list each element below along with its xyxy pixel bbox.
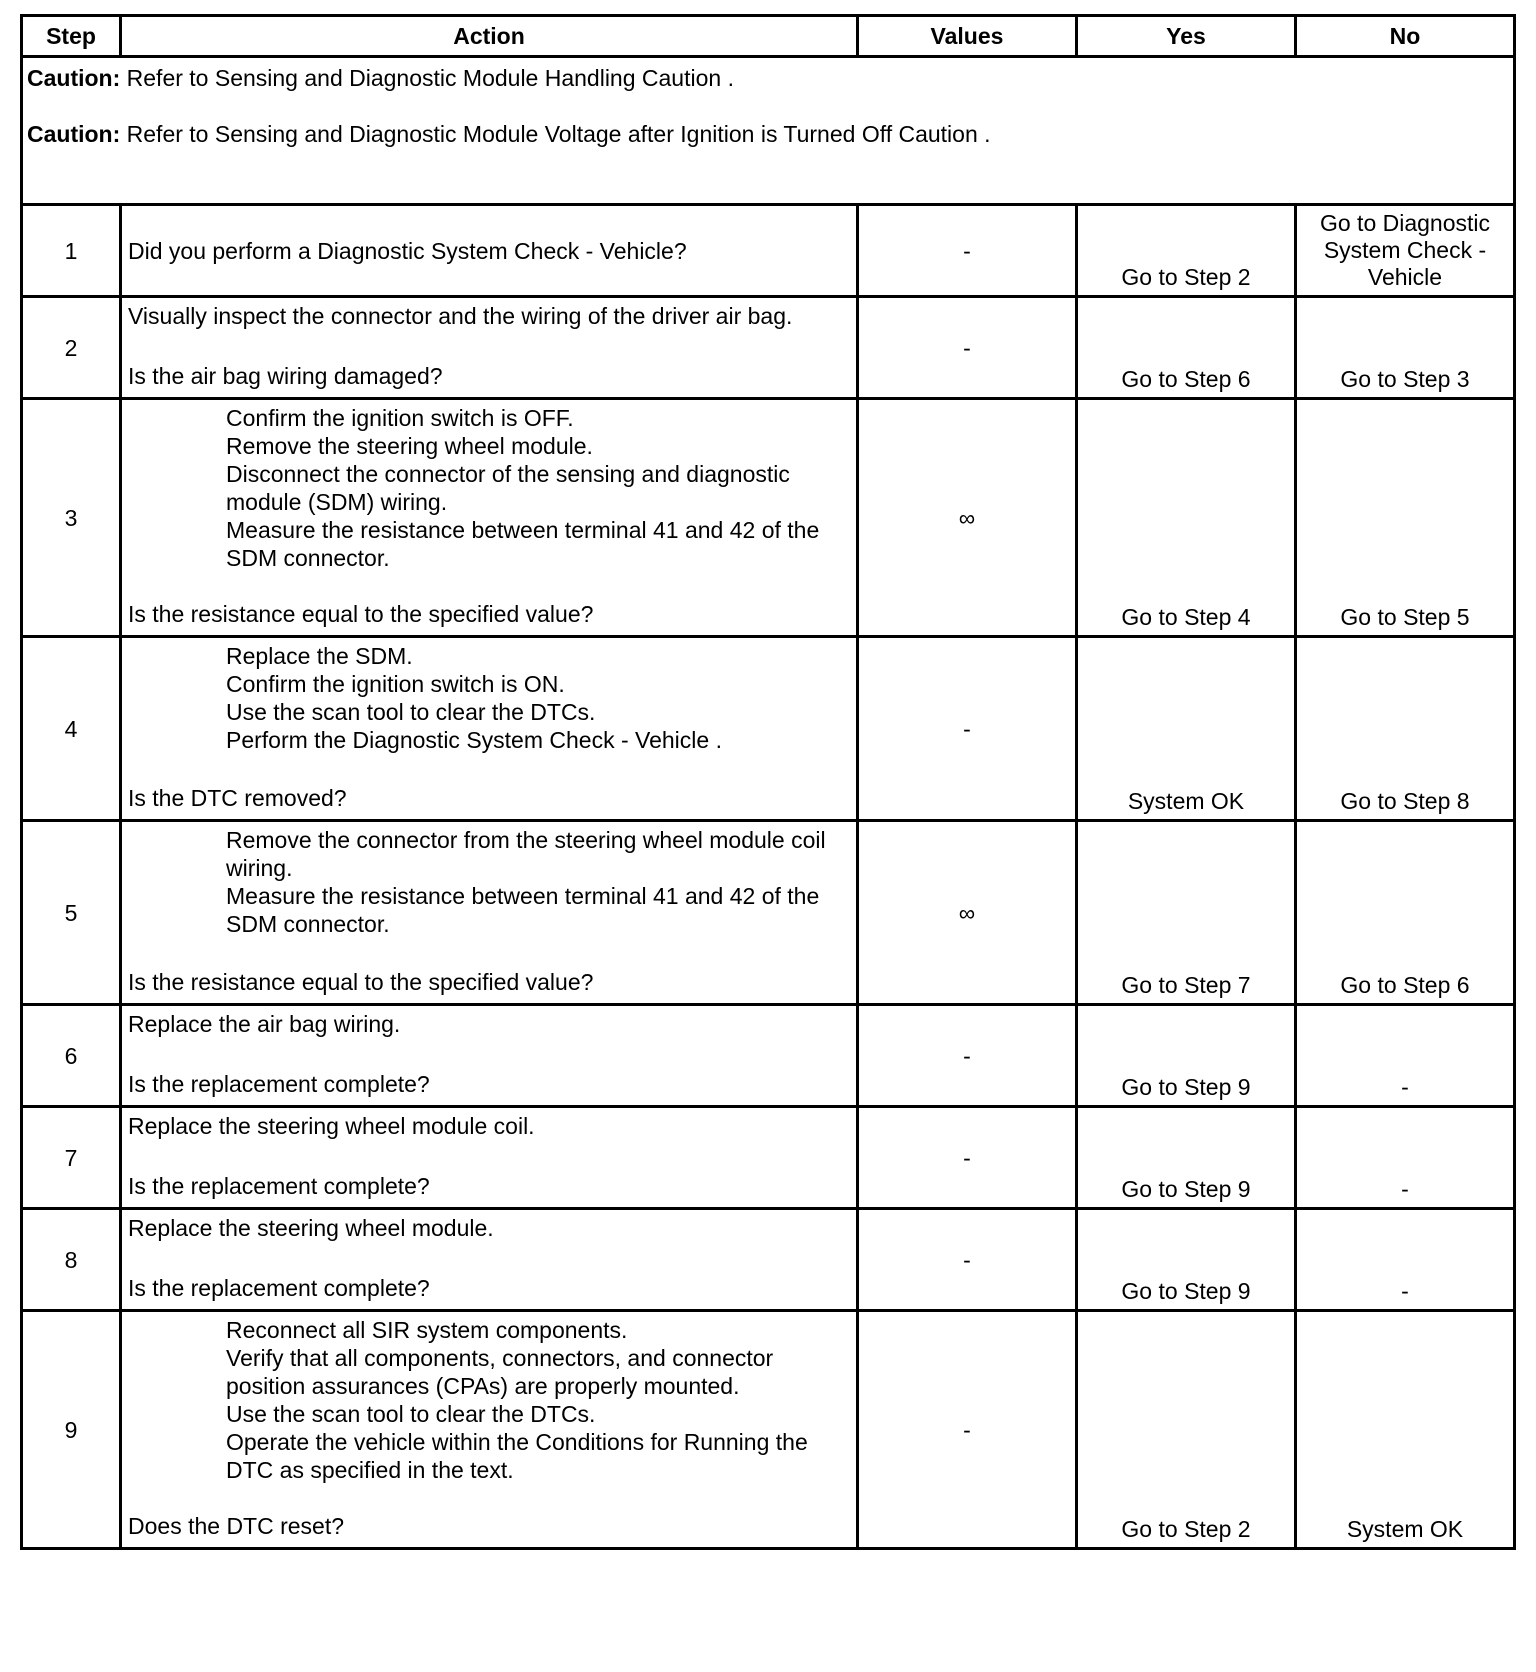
step-number: 3	[22, 399, 121, 637]
yes-cell: Go to Step 9	[1077, 1107, 1296, 1209]
step-number: 7	[22, 1107, 121, 1209]
value-cell: -	[858, 205, 1077, 297]
action-step: Measure the resistance between terminal 41 and 42 of the SDM connector.	[226, 517, 820, 571]
header-values: Values	[858, 16, 1077, 57]
table-row	[22, 1311, 1515, 1549]
action-question: Does the DTC reset?	[128, 1513, 345, 1539]
step-number: 9	[22, 1311, 121, 1549]
value-cell: -	[858, 1311, 1077, 1549]
header-row	[22, 16, 1515, 57]
table-row	[22, 399, 1515, 637]
action-step: Operate the vehicle within the Conditions for Running the DTC as specified in the text.	[226, 1429, 808, 1483]
action-cell	[121, 821, 858, 1005]
action-step: Disconnect the connector of the sensing and diagnostic module (SDM) wiring.	[226, 461, 790, 515]
caution-line	[27, 64, 1509, 92]
caution-label: Caution:	[27, 121, 121, 147]
action-step: Reconnect all SIR system components.	[226, 1317, 628, 1343]
no-cell: -	[1296, 1209, 1515, 1311]
action-step: Use the scan tool to clear the DTCs.	[226, 1401, 596, 1427]
action-text: Replace the steering wheel module.	[128, 1215, 494, 1241]
caution-text: Refer to Sensing and Diagnostic Module Voltage after Ignition is Turned Off Caution .	[120, 121, 991, 147]
action-step: Confirm the ignition switch is ON.	[226, 671, 565, 697]
action-cell	[121, 1209, 858, 1311]
yes-cell: Go to Step 7	[1077, 821, 1296, 1005]
step-number: 2	[22, 297, 121, 399]
header-no: No	[1296, 16, 1515, 57]
no-cell: -	[1296, 1005, 1515, 1107]
no-cell: System OK	[1296, 1311, 1515, 1549]
yes-cell: Go to Step 2	[1077, 1311, 1296, 1549]
no-cell: -	[1296, 1107, 1515, 1209]
yes-cell: Go to Step 9	[1077, 1005, 1296, 1107]
table-row	[22, 637, 1515, 821]
action-step-list	[128, 1316, 850, 1484]
action-step: Remove the steering wheel module.	[226, 433, 593, 459]
value-cell: -	[858, 1107, 1077, 1209]
action-cell	[121, 297, 858, 399]
action-step-list	[128, 826, 850, 938]
action-cell	[121, 205, 858, 297]
action-text: Replace the air bag wiring.	[128, 1011, 401, 1037]
step-number: 1	[22, 205, 121, 297]
yes-cell: Go to Step 6	[1077, 297, 1296, 399]
table-row	[22, 821, 1515, 1005]
value-cell: -	[858, 297, 1077, 399]
value-cell: ∞	[858, 821, 1077, 1005]
action-step-list	[128, 642, 850, 754]
yes-cell: Go to Step 4	[1077, 399, 1296, 637]
yes-cell: System OK	[1077, 637, 1296, 821]
step-number: 8	[22, 1209, 121, 1311]
action-question: Is the replacement complete?	[128, 1071, 430, 1097]
caution-line	[27, 120, 1509, 148]
action-step: Replace the SDM.	[226, 643, 413, 669]
step-number: 4	[22, 637, 121, 821]
step-number: 5	[22, 821, 121, 1005]
diagnostic-table	[20, 14, 1516, 1550]
action-question: Is the DTC removed?	[128, 785, 347, 811]
step-number: 6	[22, 1005, 121, 1107]
action-step: Perform the Diagnostic System Check - Vehicle .	[226, 727, 722, 753]
action-question: Is the resistance equal to the specified value?	[128, 969, 594, 995]
no-cell: Go to Step 6	[1296, 821, 1515, 1005]
header-step: Step	[22, 16, 121, 57]
action-text: Visually inspect the connector and the wiring of the driver air bag.	[128, 303, 793, 329]
table-row	[22, 1005, 1515, 1107]
action-question: Is the air bag wiring damaged?	[128, 363, 443, 389]
action-cell	[121, 1005, 858, 1107]
action-step: Remove the connector from the steering wheel module coil wiring.	[226, 827, 826, 881]
caution-label: Caution:	[27, 65, 121, 91]
table-row	[22, 205, 1515, 297]
action-cell	[121, 1311, 858, 1549]
no-cell: Go to Step 8	[1296, 637, 1515, 821]
action-step: Confirm the ignition switch is OFF.	[226, 405, 574, 431]
action-question: Is the replacement complete?	[128, 1275, 430, 1301]
action-step: Verify that all components, connectors, and connector position assurances (CPAs) are properly mounted.	[226, 1345, 774, 1399]
header-yes: Yes	[1077, 16, 1296, 57]
caution-text: Refer to Sensing and Diagnostic Module Handling Caution .	[120, 65, 734, 91]
action-cell	[121, 1107, 858, 1209]
action-question: Is the resistance equal to the specified value?	[128, 601, 594, 627]
value-cell: -	[858, 1005, 1077, 1107]
table-row	[22, 1107, 1515, 1209]
no-cell: Go to Step 5	[1296, 399, 1515, 637]
action-cell	[121, 399, 858, 637]
action-step: Use the scan tool to clear the DTCs.	[226, 699, 596, 725]
value-cell: -	[858, 1209, 1077, 1311]
no-cell: Go to Step 3	[1296, 297, 1515, 399]
action-cell	[121, 637, 858, 821]
table-row	[22, 1209, 1515, 1311]
no-cell: Go to Diagnostic System Check - Vehicle	[1296, 205, 1515, 297]
caution-cell	[22, 57, 1515, 205]
action-question: Is the replacement complete?	[128, 1173, 430, 1199]
action-text: Replace the steering wheel module coil.	[128, 1113, 535, 1139]
table-row	[22, 297, 1515, 399]
value-cell: ∞	[858, 399, 1077, 637]
action-step-list	[128, 404, 850, 572]
yes-cell: Go to Step 2	[1077, 205, 1296, 297]
action-step: Measure the resistance between terminal 41 and 42 of the SDM connector.	[226, 883, 820, 937]
value-cell: -	[858, 637, 1077, 821]
caution-row	[22, 57, 1515, 205]
header-action: Action	[121, 16, 858, 57]
diagnostic-document	[20, 14, 1516, 1550]
action-text: Did you perform a Diagnostic System Check - Vehicle?	[128, 237, 687, 264]
yes-cell: Go to Step 9	[1077, 1209, 1296, 1311]
